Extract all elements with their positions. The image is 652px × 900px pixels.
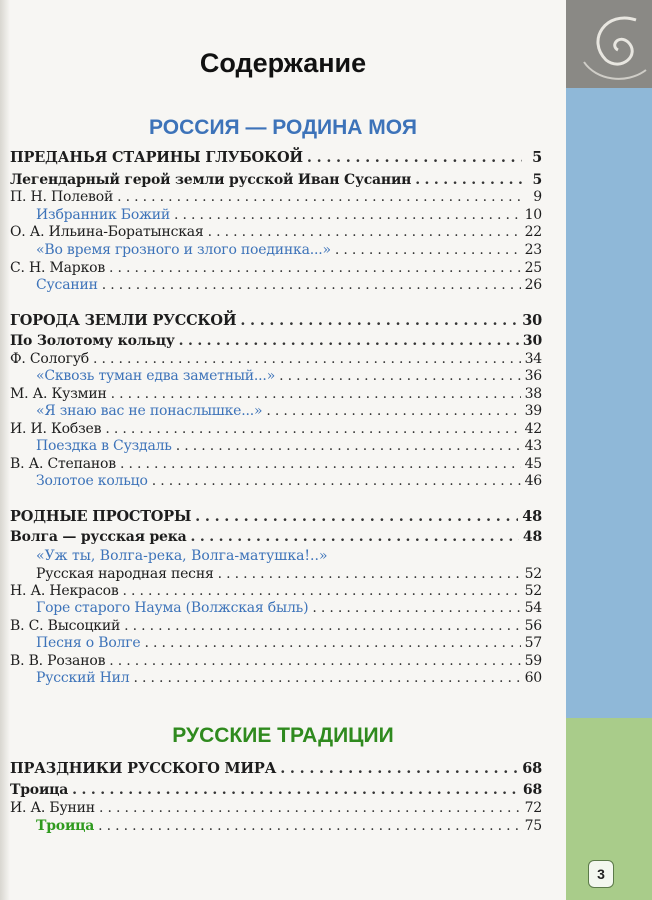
toc-page: 68 xyxy=(522,782,542,798)
toc-title: Волга — русская река xyxy=(10,529,187,545)
toc-page: 52 xyxy=(524,583,542,599)
toc-page: 34 xyxy=(524,351,542,367)
toc-leader xyxy=(72,780,519,800)
toc-title: ГОРОДА ЗЕМЛИ РУССКОЙ xyxy=(10,312,237,329)
toc-page: 30 xyxy=(522,333,542,349)
toc-entry[interactable] xyxy=(36,366,542,386)
toc-title: Н. А. Некрасов xyxy=(10,583,119,599)
toc-page: 25 xyxy=(524,260,542,276)
toc-leader xyxy=(144,633,520,653)
toc-title: ПРАЗДНИКИ РУССКОГО МИРА xyxy=(10,760,277,777)
toc-entry[interactable] xyxy=(10,507,542,527)
toc-entry[interactable] xyxy=(36,598,542,618)
toc-entry[interactable] xyxy=(36,633,542,653)
toc-title[interactable]: «Уж ты, Волга-река, Волга-матушка!..» xyxy=(36,548,328,564)
toc-leader xyxy=(176,436,521,456)
toc-page: 68 xyxy=(522,760,542,777)
toc-title: В. С. Высоцкий xyxy=(10,618,121,634)
toc-page: 23 xyxy=(524,242,542,258)
toc-title: Песня о Волге xyxy=(36,635,141,651)
toc-leader xyxy=(191,527,519,547)
toc-page: 5 xyxy=(532,149,542,166)
toc-title: Поездка в Суздаль xyxy=(36,438,172,454)
toc-entry[interactable] xyxy=(36,436,542,456)
toc-title: П. Н. Полевой xyxy=(10,189,114,205)
toc-title: Горе старого Наума (Волжская быль) xyxy=(36,600,309,616)
toc-title: Русская народная песня xyxy=(36,566,214,582)
toc-leader xyxy=(266,401,520,421)
toc-page: 75 xyxy=(524,818,542,834)
toc-title: Избранник Божий xyxy=(36,207,171,223)
swirl-ornament-icon xyxy=(566,0,652,88)
toc-leader xyxy=(307,148,522,168)
toc-page: 26 xyxy=(524,277,542,293)
toc-leader xyxy=(179,331,519,351)
toc-page: 57 xyxy=(524,635,542,651)
page-number: 3 xyxy=(588,860,614,888)
toc-leader xyxy=(312,598,520,618)
toc-leader xyxy=(279,366,521,386)
toc-page: 10 xyxy=(524,207,542,223)
toc-page: 30 xyxy=(522,312,542,329)
toc-title: В. В. Розанов xyxy=(10,653,106,669)
toc-entry[interactable] xyxy=(10,222,542,242)
toc-title: О. А. Ильина-Боратынская xyxy=(10,224,204,240)
toc-leader xyxy=(195,507,518,527)
side-band-blue xyxy=(566,88,652,718)
toc-page: 38 xyxy=(524,386,542,402)
toc-title: Легендарный герой земли русской Иван Сусанин xyxy=(10,172,412,188)
toc-page: 72 xyxy=(524,800,542,816)
section-title-traditions: РУССКИЕ ТРАДИЦИИ xyxy=(172,724,394,747)
toc-entry[interactable] xyxy=(10,780,542,800)
toc-entry[interactable] xyxy=(36,401,542,421)
toc-title: «Я знаю вас не понаслышке...» xyxy=(36,403,263,419)
toc-page: 5 xyxy=(532,172,542,188)
toc-title: «Во время грозного и злого поединка...» xyxy=(36,242,331,258)
toc-leader xyxy=(240,311,518,331)
toc-entry[interactable] xyxy=(36,471,542,491)
toc-page: 9 xyxy=(533,189,542,205)
toc-leader xyxy=(280,759,518,779)
toc-leader xyxy=(102,275,521,295)
toc-leader xyxy=(152,471,521,491)
toc-entry[interactable] xyxy=(36,816,542,836)
toc-title: И. А. Бунин xyxy=(10,800,95,816)
toc-title: М. А. Кузмин xyxy=(10,386,107,402)
toc-page: 52 xyxy=(524,566,542,582)
toc-title: Золотое кольцо xyxy=(36,473,148,489)
toc-leader xyxy=(133,668,520,688)
toc-page: 42 xyxy=(524,421,542,437)
toc-entry[interactable] xyxy=(10,759,542,779)
toc-entry[interactable] xyxy=(10,331,542,351)
toc-entry[interactable] xyxy=(36,275,542,295)
toc-leader xyxy=(98,816,520,836)
toc-entry[interactable] xyxy=(36,240,542,260)
toc-leader xyxy=(117,187,522,207)
toc-entry[interactable] xyxy=(10,798,542,818)
toc-title: Ф. Сологуб xyxy=(10,351,89,367)
toc-page: 59 xyxy=(524,653,542,669)
section-title-russia: РОССИЯ — РОДИНА МОЯ xyxy=(149,116,417,139)
toc-leader xyxy=(99,798,521,818)
toc-page: 56 xyxy=(524,618,542,634)
toc-page: 54 xyxy=(524,600,542,616)
toc-leader xyxy=(335,240,521,260)
toc-title: Русский Нил xyxy=(36,670,130,686)
toc-title: «Сквозь туман едва заметный...» xyxy=(36,368,276,384)
toc-entry[interactable] xyxy=(36,668,542,688)
toc-title: И. И. Кобзев xyxy=(10,421,102,437)
toc-page: 46 xyxy=(524,473,542,489)
toc-entry[interactable] xyxy=(10,187,542,207)
toc-page: 48 xyxy=(522,508,542,525)
toc-entry[interactable] xyxy=(10,148,542,168)
toc-title: С. Н. Марков xyxy=(10,260,106,276)
toc-title: РОДНЫЕ ПРОСТОРЫ xyxy=(10,508,192,525)
toc-title: Сусанин xyxy=(36,277,98,293)
toc-page: 22 xyxy=(524,224,542,240)
page-title: Содержание xyxy=(199,48,367,78)
toc-page: 60 xyxy=(524,670,542,686)
toc-entry[interactable] xyxy=(10,527,542,547)
toc-page: 43 xyxy=(524,438,542,454)
toc-entry[interactable] xyxy=(10,311,542,331)
toc-title: Троица xyxy=(10,782,69,798)
toc-page: 48 xyxy=(522,529,542,545)
toc-title: В. А. Степанов xyxy=(10,456,116,472)
toc-title: Троица xyxy=(36,818,95,834)
toc-page: 36 xyxy=(524,368,542,384)
toc-leader xyxy=(208,222,521,242)
toc-page: 45 xyxy=(524,456,542,472)
toc-title: ПРЕДАНЬЯ СТАРИНЫ ГЛУБОКОЙ xyxy=(10,149,303,166)
toc-page: 39 xyxy=(524,403,542,419)
toc-title: По Золотому кольцу xyxy=(10,333,175,349)
